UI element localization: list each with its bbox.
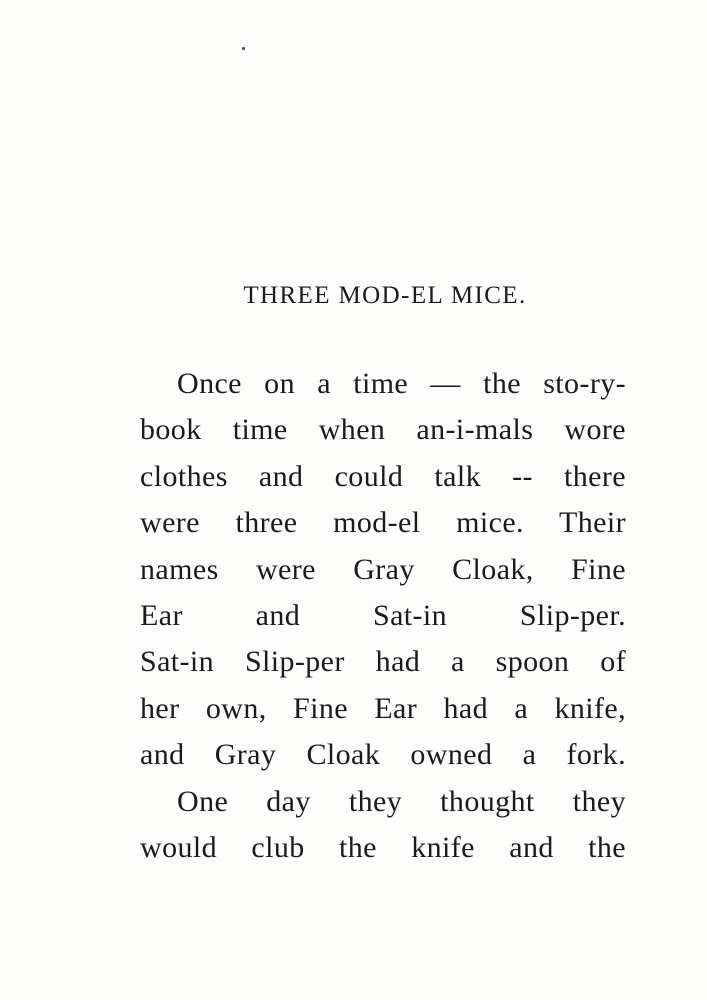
text-line: and Gray Cloak owned a fork. bbox=[140, 738, 626, 772]
text-line: clothes and could talk -- there bbox=[140, 459, 626, 493]
text-line: Sat-in Slip-per had a spoon of bbox=[140, 645, 626, 679]
text-line: Ear and Sat-in Slip-per. bbox=[140, 598, 626, 632]
print-speck bbox=[242, 47, 245, 50]
text-line: book time when an-i-mals wore bbox=[140, 413, 626, 447]
text-line: were three mod-el mice. Their bbox=[140, 506, 626, 540]
chapter-title: THREE MOD-EL MICE. bbox=[243, 282, 527, 309]
text-line: names were Gray Cloak, Fine bbox=[140, 552, 626, 586]
text-line: her own, Fine Ear had a knife, bbox=[140, 691, 626, 725]
text-line: would club the knife and the bbox=[140, 830, 626, 864]
text-line: One day they thought they bbox=[177, 784, 626, 818]
story-text bbox=[140, 361, 626, 871]
text-line: Once on a time — the sto-ry- bbox=[177, 367, 626, 400]
